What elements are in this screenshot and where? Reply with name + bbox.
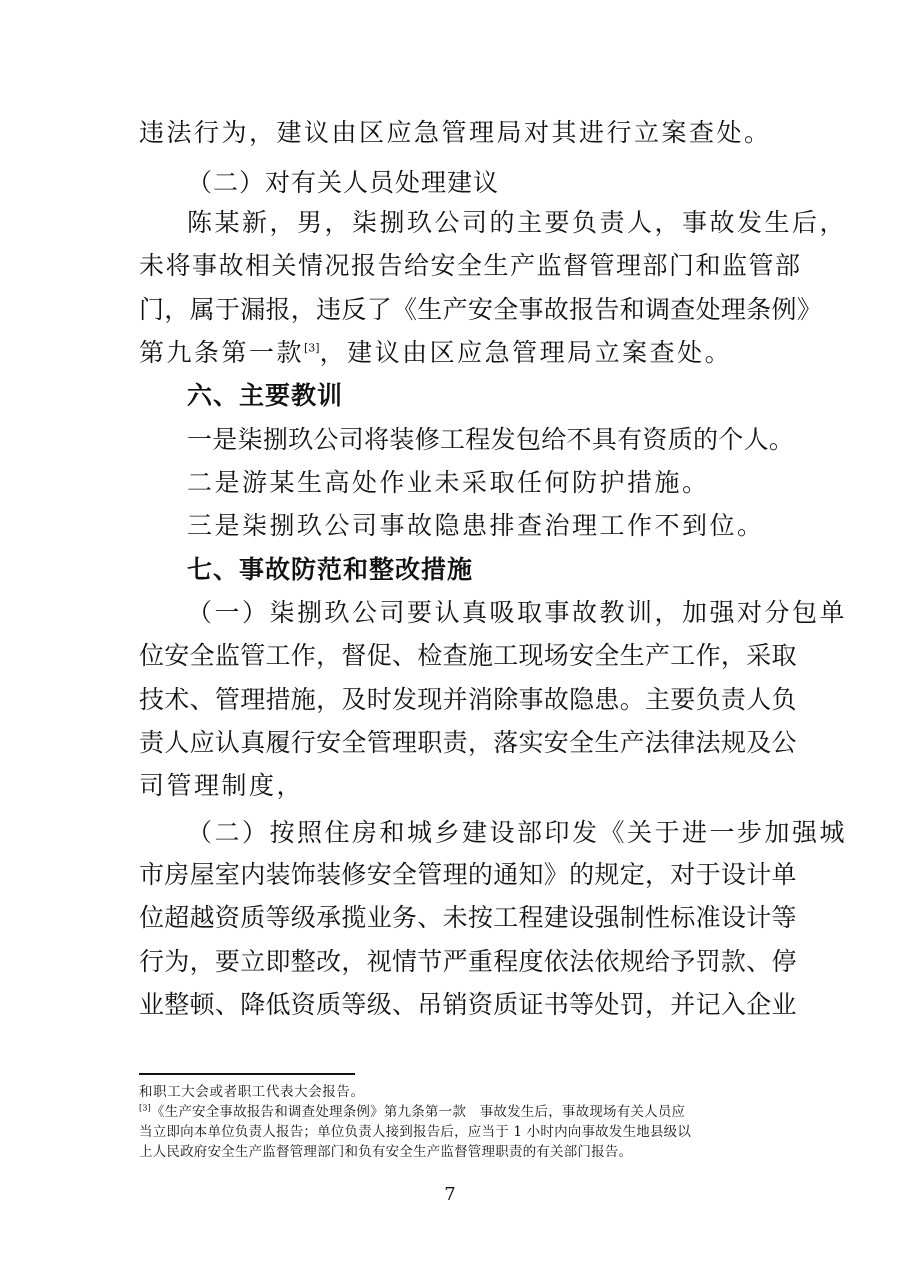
body-line: 门，属于漏报，违反了《生产安全事故报告和调查处理条例》 bbox=[139, 295, 823, 324]
body-line: （二）按照住房和城乡建设部印发《关于进一步加强城 bbox=[187, 818, 848, 847]
section-heading: 七、事故防范和整改措施 bbox=[187, 555, 474, 584]
page-number: 7 bbox=[444, 1184, 456, 1205]
footnote-line: 和职工大会或者职工代表大会报告。 bbox=[139, 1084, 365, 1100]
body-line: 未将事故相关情况报告给安全生产监督管理部门和监管部 bbox=[139, 251, 802, 280]
body-line: 业整顿、降低资质等级、吊销资质证书等处罚，并记入企业 bbox=[139, 990, 797, 1019]
body-line: 司管理制度， bbox=[139, 771, 305, 800]
footnote-text: 《生产安全事故报告和调查处理条例》第九条第一款 事故发生后，事故现场有关人员应 bbox=[150, 1104, 686, 1120]
footnote-reference[interactable]: [3] bbox=[304, 341, 320, 355]
body-line: 技术、管理措施，及时发现并消除事故隐患。主要负责人负 bbox=[139, 685, 797, 714]
body-line: 一是柒捌玖公司将装修工程发包给不具有资质的个人。 bbox=[187, 425, 795, 454]
body-line: 位安全监管工作，督促、检查施工现场安全生产工作，采取 bbox=[139, 641, 797, 670]
section-heading: （二）对有关人员处理建议 bbox=[187, 168, 500, 197]
footnote-line: 上人民政府安全生产监督管理部门和负有安全生产监督管理职责的有关部门报告。 bbox=[139, 1144, 633, 1160]
body-text: 第九条第一款 bbox=[139, 338, 305, 367]
body-line: 三是柒捌玖公司事故隐患排查治理工作不到位。 bbox=[187, 511, 765, 540]
footnote-separator bbox=[139, 1073, 355, 1075]
footnote-line bbox=[139, 1102, 779, 1122]
body-line: 位超越资质等级承揽业务、未按工程建设强制性标准设计等 bbox=[139, 903, 797, 932]
body-line bbox=[139, 336, 769, 370]
body-line: 二是游某生高处作业未采取任何防护措施。 bbox=[187, 468, 710, 497]
body-line: 违法行为，建议由区应急管理局对其进行立案查处。 bbox=[139, 118, 772, 147]
footnote-line: 当立即向本单位负责人报告；单位负责人接到报告后，应当于 1 小时内向事故发生地县级以 bbox=[139, 1124, 692, 1140]
body-line: （一）柒捌玖公司要认真吸取事故教训，加强对分包单 bbox=[187, 598, 848, 627]
body-line: 市房屋室内装饰装修安全管理的通知》的规定，对于设计单 bbox=[139, 860, 797, 889]
body-line: 行为，要立即整改，视情节严重程度依法依规给予罚款、停 bbox=[139, 947, 797, 976]
body-line: 责人应认真履行安全管理职责，落实安全生产法律法规及公 bbox=[139, 728, 797, 757]
section-heading: 六、主要教训 bbox=[187, 381, 344, 410]
footnote-marker: [3] bbox=[139, 1103, 151, 1113]
body-line: 陈某新，男，柒捌玖公司的主要负责人，事故发生后， bbox=[187, 208, 848, 237]
body-text: ，建议由区应急管理局立案查处。 bbox=[319, 338, 733, 367]
